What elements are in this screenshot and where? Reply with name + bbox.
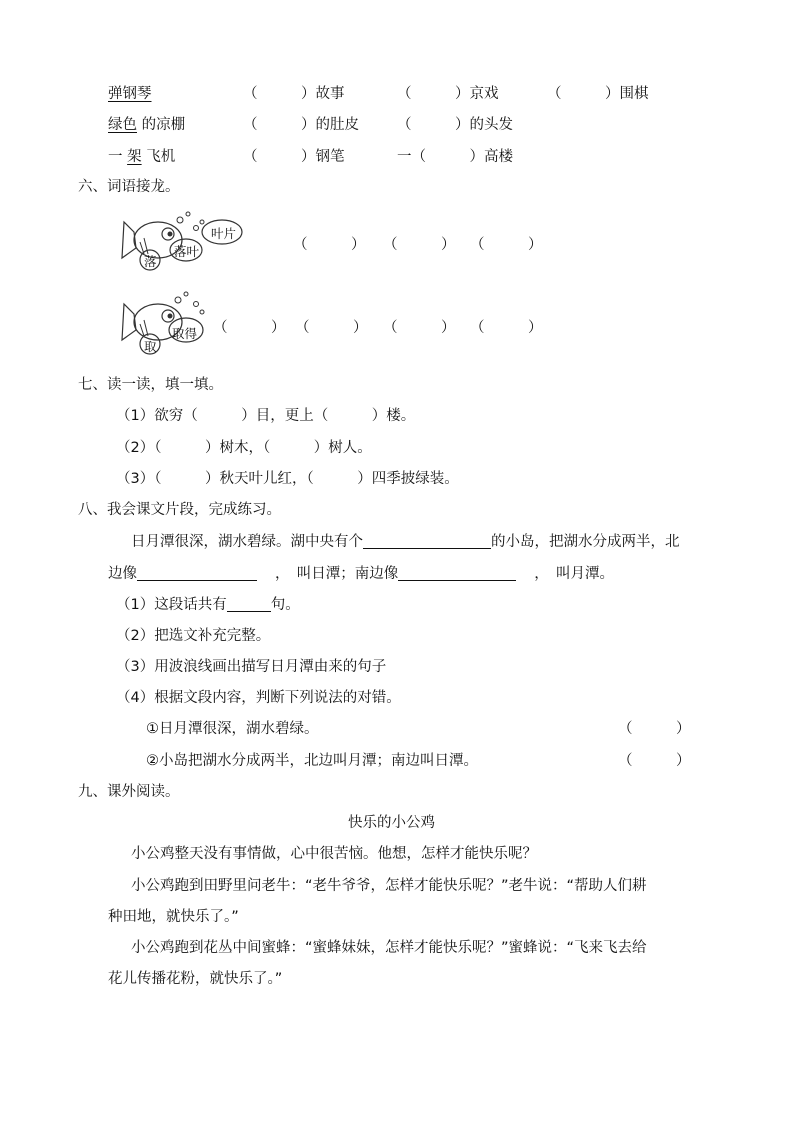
- word-prefix: 一: [108, 149, 123, 165]
- story-title: 快乐的小公鸡: [348, 815, 435, 831]
- blank-item: （ ）: [293, 237, 366, 253]
- story-paragraph: 小公鸡跑到花丛中间蜜蜂：“蜜蜂妹妹，怎样才能快乐呢？”蜜蜂说：“飞来飞去给: [131, 940, 647, 956]
- fill-blank: [398, 564, 516, 581]
- section-heading: 八、我会课文片段，完成练习。: [78, 502, 281, 518]
- word-example: 架: [127, 149, 142, 165]
- question-line: （1）这段话共有 句。: [116, 597, 300, 613]
- sec5-row1: [108, 82, 152, 103]
- question-line: （1）欲穷（ ）目，更上（ ）楼。: [116, 408, 416, 424]
- fish-word: 落叶: [174, 244, 200, 259]
- story-paragraph: 种田地，就快乐了。”: [108, 909, 239, 925]
- passage-line: 日月潭很深，湖水碧绿。湖中央有个 的小岛，把湖水分成两半，北: [131, 534, 680, 550]
- section-heading: 六、词语接龙。: [78, 179, 180, 195]
- blank-item: 一（ ）高楼: [397, 149, 513, 165]
- bubble-word: 叶片: [211, 226, 237, 241]
- word-suffix: 飞机: [146, 149, 176, 165]
- question-line: （3）用波浪线画出描写日月潭由来的句子: [116, 659, 387, 675]
- blank-item: （ ）: [470, 320, 543, 336]
- section-heading: 九、课外阅读。: [78, 784, 180, 800]
- fish-char: 落: [144, 254, 157, 269]
- word-suffix: 的凉棚: [141, 117, 186, 133]
- fill-blank: [227, 595, 271, 612]
- section-heading: 七、读一读，填一填。: [78, 377, 223, 393]
- fill-blank: [137, 564, 257, 581]
- judge-item: ②小岛把湖水分成两半，北边叫月潭；南边叫日潭。: [146, 753, 478, 769]
- question-line: （3）（ ）秋天叶儿红，（ ）四季披绿装。: [116, 471, 459, 487]
- blank-item: （ ）钢笔: [243, 149, 345, 165]
- judge-blank: （ ）: [618, 721, 691, 737]
- question-line: （4）根据文段内容，判断下列说法的对错。: [116, 690, 401, 706]
- fish-icon: [118, 208, 258, 274]
- blank-item: （ ）: [383, 237, 456, 253]
- fill-blank: [363, 532, 491, 549]
- question-line: （2）（ ）树木，（ ）树人。: [116, 440, 372, 456]
- sec5-row2: [108, 113, 185, 134]
- blank-item: （ ）故事: [243, 86, 345, 102]
- word-example: 弹钢琴: [108, 86, 152, 102]
- fish-icon: [118, 290, 218, 356]
- passage-line: 边像 ， 叫日潭；南边像 ， 叫月潭。: [108, 566, 614, 582]
- fish-word: 取得: [172, 326, 198, 341]
- story-paragraph: 花儿传播花粉，就快乐了。”: [108, 971, 283, 987]
- word-example: 绿色: [108, 117, 137, 133]
- story-paragraph: 小公鸡跑到田野里问老牛：“老牛爷爷，怎样才能快乐呢？”老牛说：“帮助人们耕: [131, 878, 647, 894]
- judge-item: ①日月潭很深，湖水碧绿。: [146, 721, 319, 737]
- blank-item: （ ）: [213, 320, 286, 336]
- blank-item: （ ）: [383, 320, 456, 336]
- blank-item: （ ）围棋: [547, 86, 649, 102]
- blank-item: （ ）: [470, 237, 543, 253]
- blank-item: （ ）的头发: [397, 117, 513, 133]
- blank-item: （ ）的肚皮: [243, 117, 359, 133]
- fish-char: 取: [144, 339, 157, 354]
- sec5-row3: [108, 145, 175, 166]
- blank-item: （ ）京戏: [397, 86, 499, 102]
- blank-item: （ ）: [295, 320, 368, 336]
- judge-blank: （ ）: [618, 753, 691, 769]
- question-line: （2）把选文补充完整。: [116, 628, 271, 644]
- story-paragraph: 小公鸡整天没有事情做，心中很苦恼。他想，怎样才能快乐呢？: [131, 846, 537, 862]
